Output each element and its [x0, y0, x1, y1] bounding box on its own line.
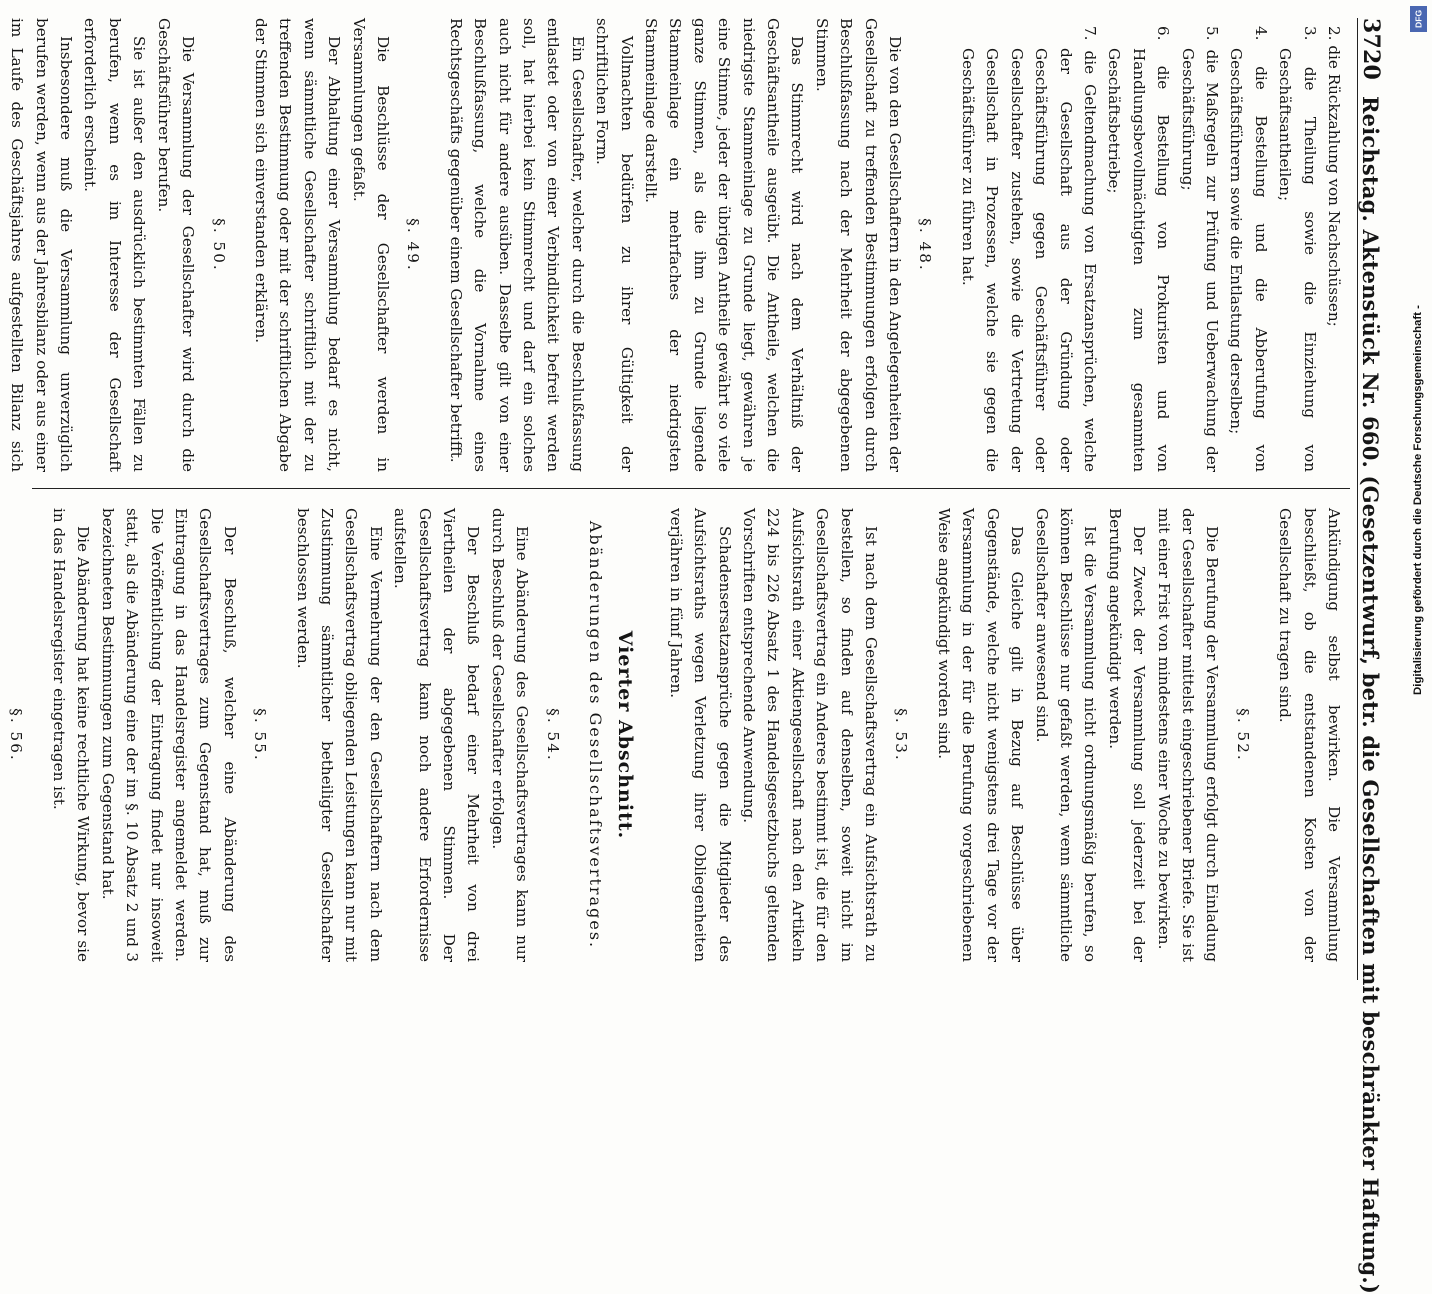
chapter-title: Vierter Abschnitt. [614, 630, 637, 840]
page-header [1357, 18, 1402, 1294]
paragraph: Die Versammlung der Gesellschafter wird durch die Geschäftsführer berufen. [154, 18, 198, 472]
left-column [8, 18, 1346, 472]
section-heading: §. 55. [251, 708, 270, 762]
section-heading: §. 56. [7, 708, 26, 762]
paragraph: Die Beschlüsse der Gesellschafter werden in Versammlungen gefaßt. [349, 18, 392, 472]
right-column [7, 508, 1346, 962]
list-item: 7. die Geltendmachung von Ersatzansprüchen, welche der Gesellschaft aus der Gründung oder Geschäftsführung gegen Geschäftsführer oder Gesellschafter zustehen, sowie die Vertretung der Gesellschaft in Prozessen, welche sie gegen die Geschäftsführer zu führen hat. [958, 26, 1099, 472]
paragraph: Sie ist außer den ausdrücklich bestimmten Fällen zu berufen, wenn es im Interesse der Gesellschaft erforderlich erscheint. [81, 18, 149, 472]
paragraph: Insbesondere muß die Versammlung unverzüglich berufen werden, wenn aus der Jahresbilanz oder aus einer im Laufe des Geschäftsjahres aufgestellten Bilanz sich [8, 18, 76, 472]
list-item: 2. die Rückzahlung von Nachschüssen; [1325, 26, 1343, 327]
running-title: Reichstag. Aktenstück Nr. 660. (Gesetzentwurf, betr. die Gesellschaften mit beschränkter Haftung.) [1358, 96, 1383, 1294]
paragraph: Ist die Versammlung nicht ordnungsmäßig berufen, so können Beschlüsse nur gefaßt werden, wenn sämmtliche Gesellschafter anwesend sind. [1032, 508, 1100, 962]
digitization-note: Digitalisierung gefördert durch die Deutsche Forschungsgemeinschaft - [1412, 305, 1424, 695]
list-item: 5. die Maßregeln zur Prüfung und Ueberwachung der Geschäftsführung; [1178, 26, 1221, 472]
list-item: 4. die Bestellung und die Abberufung von Geschäftsführern sowie die Entlastung derselben; [1227, 26, 1270, 472]
section-heading: §. 50. [209, 218, 228, 272]
paragraph: Das Stimmrecht wird nach dem Verhältniß der Geschäftsantheile ausgeübt. Die Antheile, welchen die niedrigste Stammeinlage zu Grunde liegt, gewähren je eine Stimme, jeder der übrigen Antheile gewährt so viele ganze Stimmen, als die ihm zu Grunde liegende Stammeinlage ein mehrfaches der niedrigsten Stammeinlage darstellt. [642, 18, 807, 472]
document-page [7, 0, 1416, 1294]
section-heading: §. 53. [892, 708, 911, 762]
paragraph: Die Berufung der Versammlung erfolgt durch Einladung der Gesellschafter mittelst eingeschriebener Briefe. Sie ist mit einer Frist von mindestens einer Woche zu bewirken. [1154, 508, 1222, 962]
page-number: 3720 [1358, 18, 1384, 81]
paragraph: Der Beschluß, welcher eine Abänderung des Gesellschaftsvertrages zum Gegenstand hat, muß zur Eintragung in das Handelsregister angemeldet werden. Die Veröffentlichung der Eintragung findet nur insoweit statt, als die Abänderung eine der im §. 10 Absatz 2 und 3 bezeichneten Bestimmungen zum Gegenstand hat. [98, 508, 239, 962]
paragraph: Ein Gesellschafter, welcher durch die Beschlußfassung entlastet oder von einer Verbindlichkeit befreit werden soll, hat hierbei kein Stimmrecht und darf ein solches auch nicht für andere ausüben. Dasselbe gilt von einer Beschlußfassung, welche die Vornahme eines Rechtsgeschäfts gegenüber einem Gesellschafter betrifft. [446, 18, 587, 472]
paragraph: Ankündigung selbst bewirken. Die Versammlung beschließt, ob die entstandenen Kosten von der Gesellschaft zu tragen sind. [1276, 508, 1343, 962]
paragraph: Der Beschluß bedarf einer Mehrheit von drei Viertheilen der abgegebenen Stimmen. Der Gesellschaftsvertrag kann noch andere Erfordernisse aufstellen. [391, 508, 483, 962]
section-heading: §. 54. [543, 708, 562, 762]
section-heading: §. 52. [1233, 708, 1252, 762]
paragraph: Eine Vermehrung der den Gesellschaftern nach dem Gesellschaftsvertrag obliegenden Leistungen kann nur mit Zustimmung sämmtlicher betheiligter Gesellschafter beschlossen werden. [293, 508, 385, 962]
paragraph: Vollmachten bedürfen zu ihrer Gültigkeit der schriftlichen Form. [593, 18, 636, 472]
list-item: 3. die Theilung sowie die Einziehung von Geschäftsantheilen; [1276, 26, 1319, 472]
paragraph: Der Zweck der Versammlung soll jederzeit bei der Berufung angekündigt werden. [1105, 508, 1149, 962]
paragraph: Ist nach dem Gesellschaftsvertrag ein Aufsichtsrath zu bestellen, so finden auf denselben, soweit nicht im Gesellschaftsvertrag ein Anderes bestimmt ist, die für den Aufsichtsrath einer Aktiengesellschaft nach den Artikeln 224 bis 226 Absatz 1 des Handelsgesetzbuchs geltenden Vorschriften entsprechende Anwendung. [740, 508, 881, 962]
paragraph: Schadensersatzansprüche gegen die Mitglieder des Aufsichtsraths wegen Verletzung ihrer Obliegenheiten verjähren in fünf Jahren. [666, 508, 734, 962]
dfg-logo: DFG [1410, 6, 1427, 32]
list-item: 6. die Bestellung von Prokuristen und von Handlungsbevollmächtigten zum gesammten Geschäftsbetriebe; [1105, 26, 1173, 472]
paragraph: Eine Abänderung des Gesellschaftsvertrages kann nur durch Beschluß der Gesellschafter erfolgen. [488, 508, 532, 962]
section-heading: §. 49. [404, 218, 423, 272]
section-heading: §. 48. [916, 218, 935, 272]
paragraph: Die von den Gesellschaftern in den Angelegenheiten der Gesellschaft zu treffenden Bestimmungen erfolgen durch Beschlußfassung nach der Mehrheit der abgegebenen Stimmen. [812, 18, 905, 472]
column-divider [32, 488, 1350, 489]
paragraph: Das Gleiche gilt in Bezug auf Beschlüsse über Gegenstände, welche nicht wenigstens drei Tage vor der Versammlung in der für die Berufung vorgeschriebenen Weise angekündigt worden sind. [934, 508, 1027, 962]
paragraph: Der Abhaltung einer Versammlung bedarf es nicht, wenn sämmtliche Gesellschafter schriftlich mit der zu treffenden Bestimmung oder mit der schriftlichen Abgabe der Stimmen sich einverstanden erklären. [251, 18, 344, 472]
paragraph: Die Abänderung hat keine rechtliche Wirkung, bevor sie in das Handelsregister eingetragen ist. [49, 508, 93, 962]
chapter-subtitle: Abänderungen des Gesellschaftsvertrages. [586, 520, 606, 950]
